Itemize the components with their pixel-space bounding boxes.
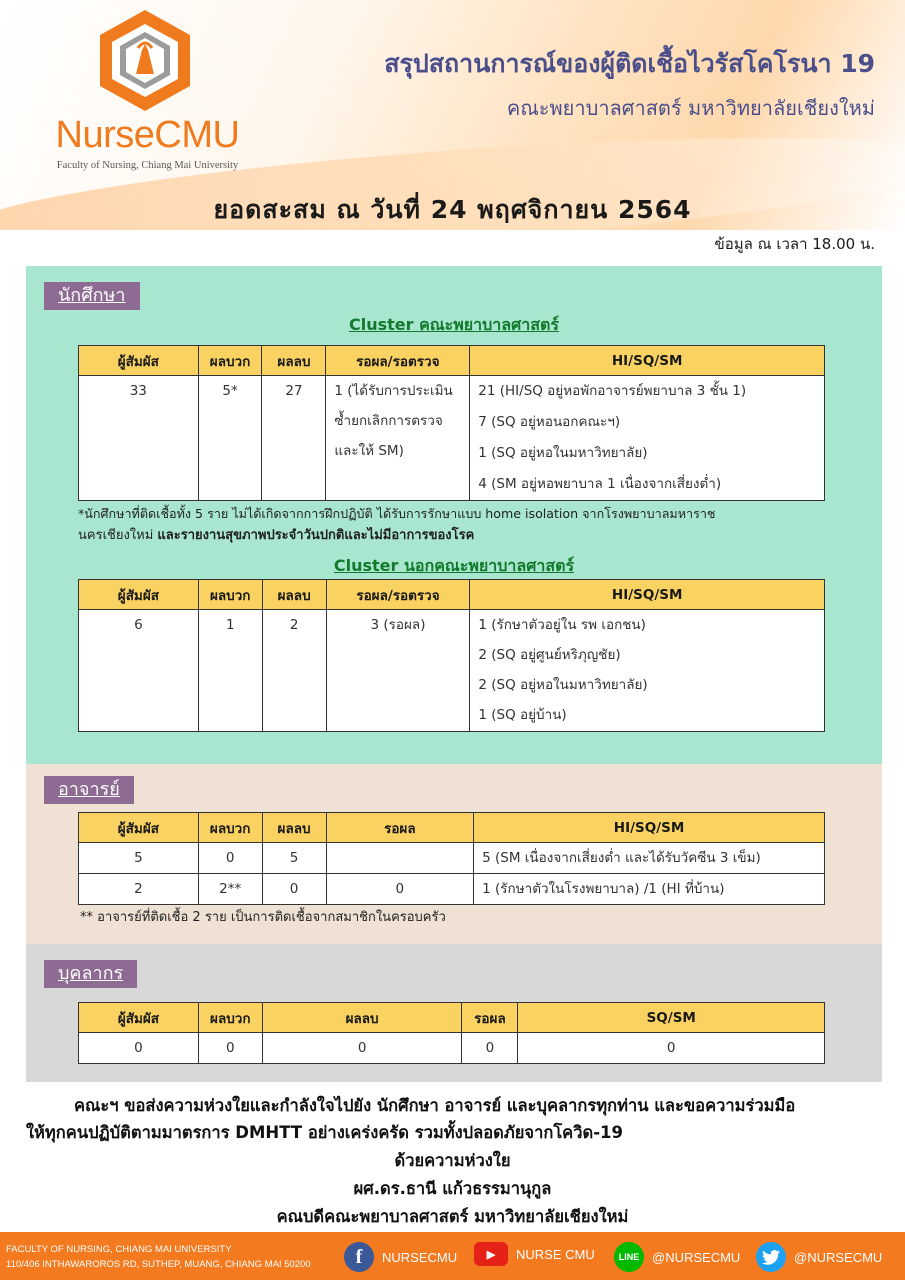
students-tag: นักศึกษา — [44, 282, 140, 310]
cell-sq-sm: 0 — [666, 1040, 676, 1056]
cell-negative: 5 — [289, 850, 299, 866]
cluster-outside-table — [78, 579, 825, 732]
cell-hi-line: 1 (SQ อยู่บ้าน) — [478, 707, 567, 723]
facebook-icon: f — [344, 1242, 374, 1272]
twitter-link[interactable] — [756, 1242, 882, 1272]
header-positive: ผลบวก — [198, 346, 262, 376]
header-negative: ผลลบ — [262, 346, 326, 376]
cell-negative: 2 — [289, 617, 299, 633]
cell-waiting: 0 — [395, 881, 405, 897]
cell-negative: 0 — [289, 881, 299, 897]
header-hi-sq-sm: HI/SQ/SM — [470, 346, 825, 376]
address-line-1: FACULTY OF NURSING, CHIANG MAI UNIVERSITY — [6, 1244, 232, 1255]
closing-line-2: ให้ทุกคนปฏิบัติตามมาตรการ DMHTT อย่างเคร่งครัด รวมทั้งปลอดภัยจากโควิด-19 — [26, 1123, 624, 1142]
teachers-footnote: ** อาจารย์ที่ติดเชื้อ 2 ราย เป็นการติดเชื้อจากสมาชิกในครอบครัว — [80, 910, 446, 925]
cell-waiting: 0 — [485, 1040, 495, 1056]
header-negative: ผลลบ — [262, 1003, 462, 1033]
staff-table — [78, 1002, 825, 1064]
table-row — [79, 874, 825, 905]
closing-regards: ด้วยความห่วงใย — [394, 1151, 511, 1170]
header-positive: ผลบวก — [198, 580, 262, 610]
cell-positive: 5* — [222, 383, 238, 399]
cluster-nursing-table — [78, 345, 825, 501]
header-hi-sq-sm: HI/SQ/SM — [470, 580, 825, 610]
header-sq-sm: SQ/SM — [518, 1003, 825, 1033]
header-contact: ผู้สัมผัส — [79, 813, 199, 843]
table-row — [79, 1033, 825, 1064]
youtube-link[interactable] — [474, 1242, 595, 1266]
header-negative: ผลลบ — [262, 813, 326, 843]
header-contact: ผู้สัมผัส — [79, 580, 199, 610]
logo-name: NurseCMU — [55, 114, 240, 156]
twitter-icon — [756, 1242, 786, 1272]
footer-address — [6, 1242, 311, 1272]
table-row — [79, 843, 825, 874]
cell-waiting-line: ซ้ำยกเลิกการตรวจ — [334, 413, 443, 429]
data-time-note: ข้อมูล ณ เวลา 18.00 น. — [714, 235, 875, 253]
students-footnote-line1: *นักศึกษาที่ติดเชื้อทั้ง 5 ราย ไม่ได้เกิดจากการฝึกปฏิบัติ ได้รับการรักษาแบบ home isolation จากโรงพยาบาลมหาราช — [78, 506, 716, 521]
header-waiting: รอผล/รอตรวจ — [326, 580, 470, 610]
cell-hi-line: 4 (SM อยู่หอพยาบาล 1 เนื่องจากเสี่ยงต่ำ) — [478, 476, 722, 492]
table-header-row — [79, 1003, 825, 1033]
students-footnote-line2: นครเชียงใหม่ — [78, 528, 158, 543]
cell-hi-line: 2 (SQ อยู่ศูนย์หริภุญชัย) — [478, 647, 621, 663]
teachers-table — [78, 812, 825, 905]
facebook-handle: NURSECMU — [382, 1249, 458, 1265]
signatory-title: คณบดีคณะพยาบาลศาสตร์ มหาวิทยาลัยเชียงใหม่ — [276, 1207, 629, 1226]
header-hi-sq-sm: HI/SQ/SM — [474, 813, 825, 843]
cell-positive: 1 — [225, 617, 235, 633]
header-waiting: รอผล — [462, 1003, 518, 1033]
cell-hi: 5 (SM เนื่องจากเสี่ยงต่ำ และได้รับวัคซีน 3 เข็ม) — [482, 850, 761, 866]
students-footnote-bold: และรายงานสุขภาพประจำวันปกติและไม่มีอาการของโรค — [157, 528, 475, 543]
signatory-name: ผศ.ดร.ธานี แก้วธรรมานุกูล — [353, 1179, 552, 1198]
cell-positive: 0 — [226, 1040, 235, 1056]
cluster-nursing-title: Cluster คณะพยาบาลศาสตร์ — [349, 315, 559, 334]
students-footnote — [78, 503, 838, 547]
staff-tag: บุคลากร — [44, 960, 137, 988]
header-positive: ผลบวก — [198, 813, 262, 843]
cell-waiting — [327, 843, 474, 873]
cell-positive: 0 — [225, 850, 235, 866]
cell-hi-line: 7 (SQ อยู่หอนอกคณะฯ) — [478, 414, 621, 430]
table-header-row — [79, 813, 825, 843]
cluster-outside-title: Cluster นอกคณะพยาบาลศาสตร์ — [333, 556, 575, 575]
line-icon: LINE — [614, 1242, 644, 1272]
table-header-row — [79, 346, 825, 376]
cell-waiting-line: และให้ SM) — [334, 443, 404, 459]
closing-line-1: คณะฯ ขอส่งความห่วงใยและกำลังใจไปยัง นักศึกษา อาจารย์ และบุคลากรทุกท่าน และขอความร่วมมือ — [74, 1096, 796, 1115]
header-negative: ผลลบ — [262, 580, 326, 610]
cell-hi-line: 21 (HI/SQ อยู่หอพักอาจารย์พยาบาล 3 ชั้น 1) — [478, 383, 747, 399]
footer-bar — [0, 1232, 905, 1280]
cumulative-date-title: ยอดสะสม ณ วันที่ 24 พฤศจิกายน 2564 — [213, 195, 692, 224]
table-row — [79, 376, 825, 501]
header-contact: ผู้สัมผัส — [79, 346, 199, 376]
hexagon-logo-icon — [98, 8, 193, 113]
cell-contact: 5 — [134, 850, 143, 866]
cell-waiting-line: 1 (ได้รับการประเมิน — [334, 383, 453, 399]
cell-contact: 0 — [134, 1040, 143, 1056]
line-handle: @NURSECMU — [652, 1249, 741, 1265]
header-positive: ผลบวก — [198, 1003, 262, 1033]
cell-contact: 6 — [134, 617, 143, 633]
cell-negative: 0 — [357, 1040, 367, 1056]
cell-waiting: 3 (รอผล) — [370, 617, 426, 633]
youtube-handle: NURSE CMU — [516, 1246, 595, 1262]
facebook-link[interactable] — [344, 1242, 457, 1272]
table-header-row — [79, 580, 825, 610]
cell-hi-line: 1 (รักษาตัวอยู่ใน รพ เอกชน) — [478, 617, 646, 633]
address-line-2: 110/406 INTHAWAROROS RD, SUTHEP, MUANG, CHIANG MAI 50200 — [6, 1259, 311, 1270]
header-waiting: รอผล/รอตรวจ — [326, 346, 470, 376]
page-title: สรุปสถานการณ์ของผู้ติดเชื้อไวรัสโคโรนา 19 — [384, 49, 875, 78]
students-section — [26, 266, 882, 764]
logo-subtitle: Faculty of Nursing, Chiang Mai University — [56, 160, 239, 171]
cell-contact: 2 — [134, 881, 143, 897]
cell-hi: 1 (รักษาตัวในโรงพยาบาล) /1 (HI ที่บ้าน) — [482, 881, 725, 897]
table-row — [79, 610, 825, 732]
cell-contact: 33 — [129, 383, 147, 399]
staff-section — [26, 944, 882, 1082]
twitter-handle: @NURSECMU — [794, 1249, 883, 1265]
header-contact: ผู้สัมผัส — [79, 1003, 199, 1033]
cell-positive: 2** — [219, 881, 242, 897]
teachers-section — [26, 764, 882, 944]
cell-hi-line: 2 (SQ อยู่หอในมหาวิทยาลัย) — [478, 677, 648, 693]
youtube-icon: ▶ — [474, 1242, 508, 1266]
page-subtitle: คณะพยาบาลศาสตร์ มหาวิทยาลัยเชียงใหม่ — [506, 96, 875, 120]
nursecmu-logo — [40, 8, 255, 178]
teachers-tag: อาจารย์ — [44, 776, 134, 804]
line-link[interactable] — [614, 1242, 740, 1272]
cell-hi-line: 1 (SQ อยู่หอในมหาวิทยาลัย) — [478, 445, 648, 461]
cell-negative: 27 — [285, 383, 303, 399]
header-waiting: รอผล — [326, 813, 474, 843]
